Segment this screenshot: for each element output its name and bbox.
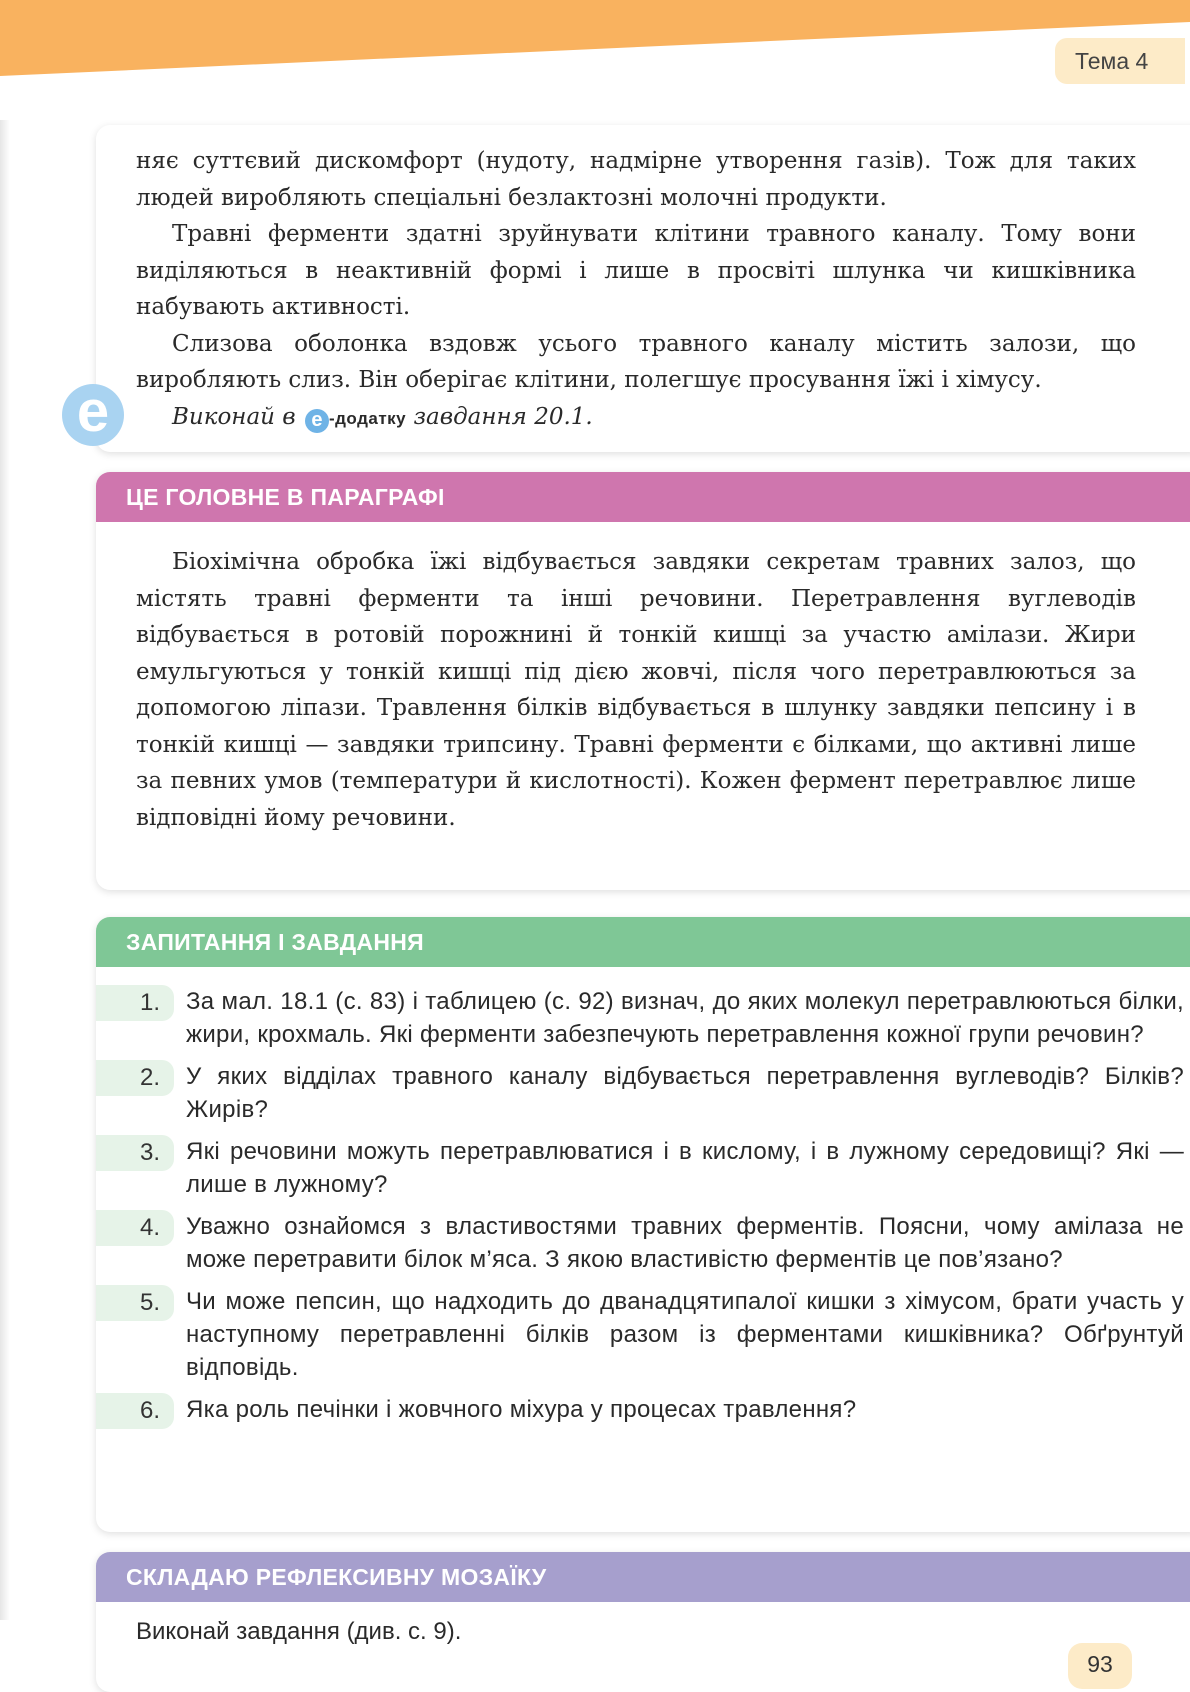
question-number: 1. [96, 985, 174, 1021]
question-item [96, 985, 1190, 1051]
topic-tab: Тема 4 [1055, 38, 1185, 84]
question-number: 4. [96, 1210, 174, 1246]
question-item [96, 1285, 1190, 1384]
mosaic-card [96, 1552, 1190, 1692]
e-app-icon: e [305, 409, 329, 433]
intro-text-card [96, 125, 1190, 452]
questions-title: ЗАПИТАННЯ І ЗАВДАННЯ [96, 917, 1190, 967]
top-orange-band [0, 0, 1190, 80]
summary-text: Біохімічна обробка їжі відбувається завдяки секретам травних залоз, що містять травні ферменти та інші речовини. Перетравлення вуглеводів відбувається в ротовій порожнині й тонкій кишці за участю амілази. Жири емульгуються у тонкій кишці під дією жовчі, після чого перетравлюються за допомогою ліпази. Травлення білків відбувається в шлунку завдяки пепсину і в тонкій кишці — завдяки трипсину. Травні ферменти є білками, що активні лише за певних умов (температури й кислотності). Кожен фермент перетравлює лише відповідні йому речовини. [136, 549, 1136, 831]
question-item [96, 1393, 1190, 1426]
summary-title: ЦЕ ГОЛОВНЕ В ПАРАГРАФІ [96, 472, 1190, 522]
question-number: 6. [96, 1393, 174, 1429]
question-number: 3. [96, 1135, 174, 1171]
question-item [96, 1135, 1190, 1201]
questions-card [96, 917, 1190, 1532]
question-number: 5. [96, 1285, 174, 1321]
page-edge-shadow [0, 120, 10, 1620]
question-number: 2. [96, 1060, 174, 1096]
question-item [96, 1060, 1190, 1126]
intro-paragraph-2: Травні ферменти здатні зруйнувати клітини травного каналу. Тому вони виділяються в неактивній формі і лише в просвіті шлунка чи кишківника набувають активності. [136, 221, 1136, 320]
e-resource-icon[interactable]: e [62, 384, 124, 446]
question-text: Які речовини можуть перетравлюватися і в кислому, і в лужному середовищі? Які — лише в лужному? [186, 1138, 1184, 1198]
mosaic-task-text: Виконай завдання (див. с. 9). [136, 1618, 462, 1645]
question-text: Яка роль печінки і жовчного міхура у процесах травлення? [186, 1396, 857, 1423]
e-app-label: -додатку [328, 408, 407, 428]
question-text: У яких відділах травного каналу відбувається перетравлення вуглеводів? Білків? Жирів? [186, 1063, 1184, 1123]
task-prefix: Виконай в [172, 403, 296, 430]
question-text: Чи може пепсин, що надходить до дванадцятипалої кишки з хімусом, брати участь у наступному перетравленні білків разом із ферментами кишківника? Обґрунтуй відповідь. [186, 1288, 1184, 1381]
page-number: 93 [1068, 1643, 1132, 1689]
task-suffix: завдання 20.1. [413, 403, 593, 430]
summary-card [96, 472, 1190, 890]
intro-paragraph-1: няє суттєвий дискомфорт (нудоту, надмірне утворення газів). Тож для таких людей виробляють спеціальні безлактозні молочні продукти. [136, 148, 1136, 211]
e-app-task-line [136, 399, 1136, 438]
question-item [96, 1210, 1190, 1276]
question-text: Уважно ознайомся з властивостями травних ферментів. Поясни, чому амілаза не може перетравити білок м’яса. З якою властивістю ферментів це пов’язано? [186, 1213, 1184, 1273]
mosaic-title: СКЛАДАЮ РЕФЛЕКСИВНУ МОЗАЇКУ [96, 1552, 1190, 1602]
questions-list [96, 985, 1190, 1435]
question-text: За мал. 18.1 (с. 83) і таблицею (с. 92) визнач, до яких молекул перетравлюються білки, жири, крохмаль. Які ферменти забезпечують перетравлення кожної групи речовин? [186, 988, 1184, 1048]
intro-paragraph-3: Слизова оболонка вздовж усього травного каналу містить залози, що виробляють слиз. Він оберігає клітини, полегшує просування їжі і хімусу. [136, 330, 1136, 393]
